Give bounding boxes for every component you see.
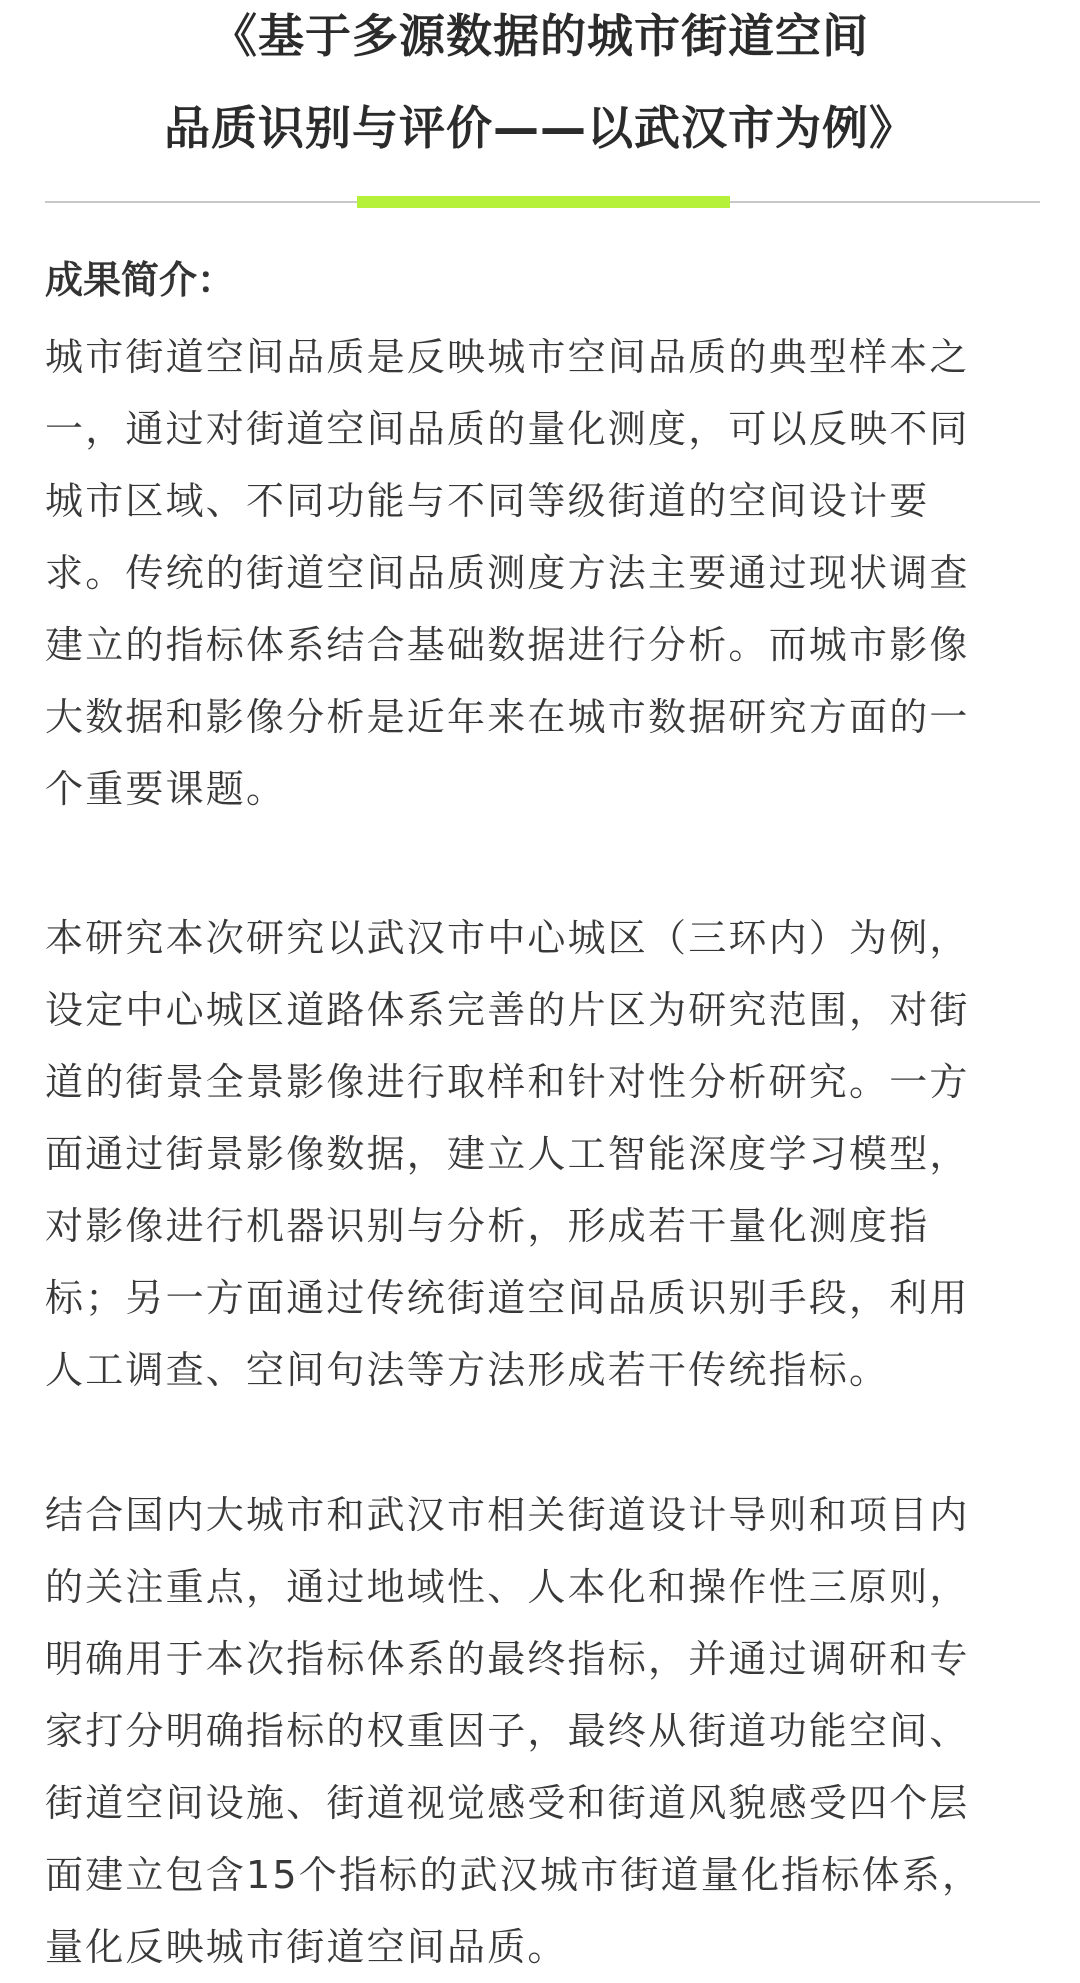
- paragraph-line: 对影像进行机器识别与分析，形成若干量化测度指: [45, 1204, 930, 1248]
- paragraph-3: [45, 1479, 1041, 1983]
- paragraph-line: 个重要课题。: [45, 767, 287, 811]
- paragraph-line: 一，通过对街道空间品质的量化测度，可以反映不同: [45, 407, 970, 451]
- title-line-2: 品质识别与评价——以武汉市为例》: [164, 101, 916, 155]
- title-divider-accent: [357, 196, 730, 208]
- section-heading: 成果简介：: [45, 258, 236, 302]
- paragraph-line: 街道空间设施、街道视觉感受和街道风貌感受四个层: [45, 1781, 970, 1825]
- paragraph-1: [45, 321, 1041, 825]
- paragraph-line: 设定中心城区道路体系完善的片区为研究范围，对街: [45, 988, 970, 1032]
- paragraph-line: 量化反映城市街道空间品质。: [45, 1925, 568, 1969]
- article-title: [0, 0, 1080, 174]
- paragraph-2: [45, 902, 1041, 1406]
- paragraph-line: 标；另一方面通过传统街道空间品质识别手段，利用: [45, 1276, 970, 1320]
- paragraph-line: 明确用于本次指标体系的最终指标，并通过调研和专: [45, 1637, 970, 1681]
- paragraph-line: 大数据和影像分析是近年来在城市数据研究方面的一: [45, 695, 970, 739]
- paragraph-line: 城市街道空间品质是反映城市空间品质的典型样本之: [45, 335, 970, 379]
- paragraph-line: 结合国内大城市和武汉市相关街道设计导则和项目内: [45, 1493, 970, 1537]
- title-line-1: 《基于多源数据的城市街道空间: [211, 9, 869, 63]
- paragraph-line: 道的街景全景影像进行取样和针对性分析研究。一方: [45, 1060, 970, 1104]
- paragraph-line: 城市区域、不同功能与不同等级街道的空间设计要: [45, 479, 930, 523]
- paragraph-line: 的关注重点，通过地域性、人本化和操作性三原则，: [45, 1565, 970, 1609]
- paragraph-line: 面通过街景影像数据，建立人工智能深度学习模型，: [45, 1132, 970, 1176]
- paragraph-line: 面建立包含15个指标的武汉城市街道量化指标体系，: [45, 1853, 983, 1897]
- paragraph-line: 人工调查、空间句法等方法形成若干传统指标。: [45, 1348, 890, 1392]
- paragraph-line: 本研究本次研究以武汉市中心城区（三环内）为例，: [45, 916, 970, 960]
- paragraph-line: 建立的指标体系结合基础数据进行分析。而城市影像: [45, 623, 970, 667]
- paragraph-line: 家打分明确指标的权重因子，最终从街道功能空间、: [45, 1709, 970, 1753]
- paragraph-line: 求。传统的街道空间品质测度方法主要通过现状调查: [45, 551, 970, 595]
